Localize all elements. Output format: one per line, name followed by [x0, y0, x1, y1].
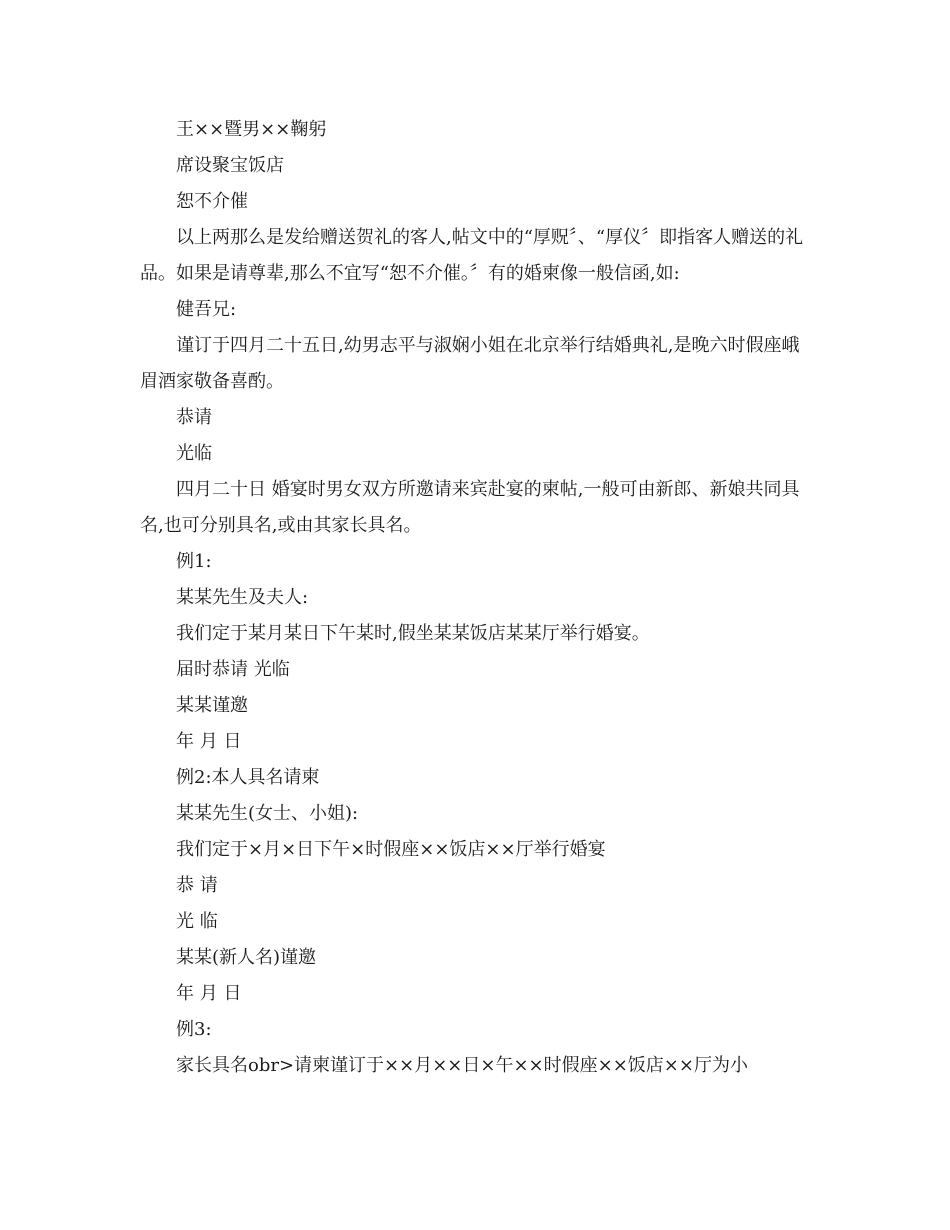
- paragraph-21: 某某(新人名)谨邀: [176, 947, 317, 968]
- paragraph-18: 我们定于×月×日下午×时假座××饭店××厅举行婚宴: [176, 839, 606, 860]
- paragraph-1: 王××暨男××鞠躬: [176, 119, 327, 140]
- paragraph-16: 例2:本人具名请柬: [176, 767, 320, 788]
- paragraph-8: 光临: [176, 443, 212, 464]
- paragraph-20: 光 临: [176, 911, 218, 932]
- paragraph-11: 某某先生及夫人:: [176, 587, 309, 608]
- paragraph-10: 例1:: [176, 551, 212, 572]
- paragraph-24: 家长具名obr>请柬谨订于××月××日×午××时假座××饭店××厅为小: [176, 1055, 748, 1076]
- paragraph-9: 四月二十日 婚宴时男女双方所邀请来宾赴宴的柬帖,一般可由新郎、新娘共同具名,也可分别具名,或由其家长具名。: [140, 479, 800, 536]
- paragraph-22: 年 月 日: [176, 983, 242, 1004]
- paragraph-23: 例3:: [176, 1019, 212, 1040]
- paragraph-3: 恕不介催: [176, 191, 248, 212]
- paragraph-4: 以上两那么是发给赠送贺礼的客人,帖文中的“厚贶〞、“厚仪〞即指客人赠送的礼品。如果是请尊辈,那么不宜写“恕不介催。〞有的婚柬像一般信函,如:: [140, 227, 804, 284]
- paragraph-17: 某某先生(女士、小姐):: [176, 803, 359, 824]
- paragraph-5: 健吾兄:: [176, 299, 237, 320]
- paragraph-15: 年 月 日: [176, 731, 242, 752]
- paragraph-14: 某某谨邀: [176, 695, 248, 716]
- paragraph-12: 我们定于某月某日下午某时,假坐某某饭店某某厅举行婚宴。: [176, 623, 650, 644]
- paragraph-2: 席设聚宝饭店: [176, 155, 284, 176]
- paragraph-13: 届时恭请 光临: [176, 659, 290, 680]
- document-body: [140, 112, 810, 1084]
- paragraph-19: 恭 请: [176, 875, 218, 896]
- paragraph-7: 恭请: [176, 407, 212, 428]
- paragraph-6: 谨订于四月二十五日,幼男志平与淑娴小姐在北京举行结婚典礼,是晚六时假座峨眉酒家敬备喜酌。: [140, 335, 800, 392]
